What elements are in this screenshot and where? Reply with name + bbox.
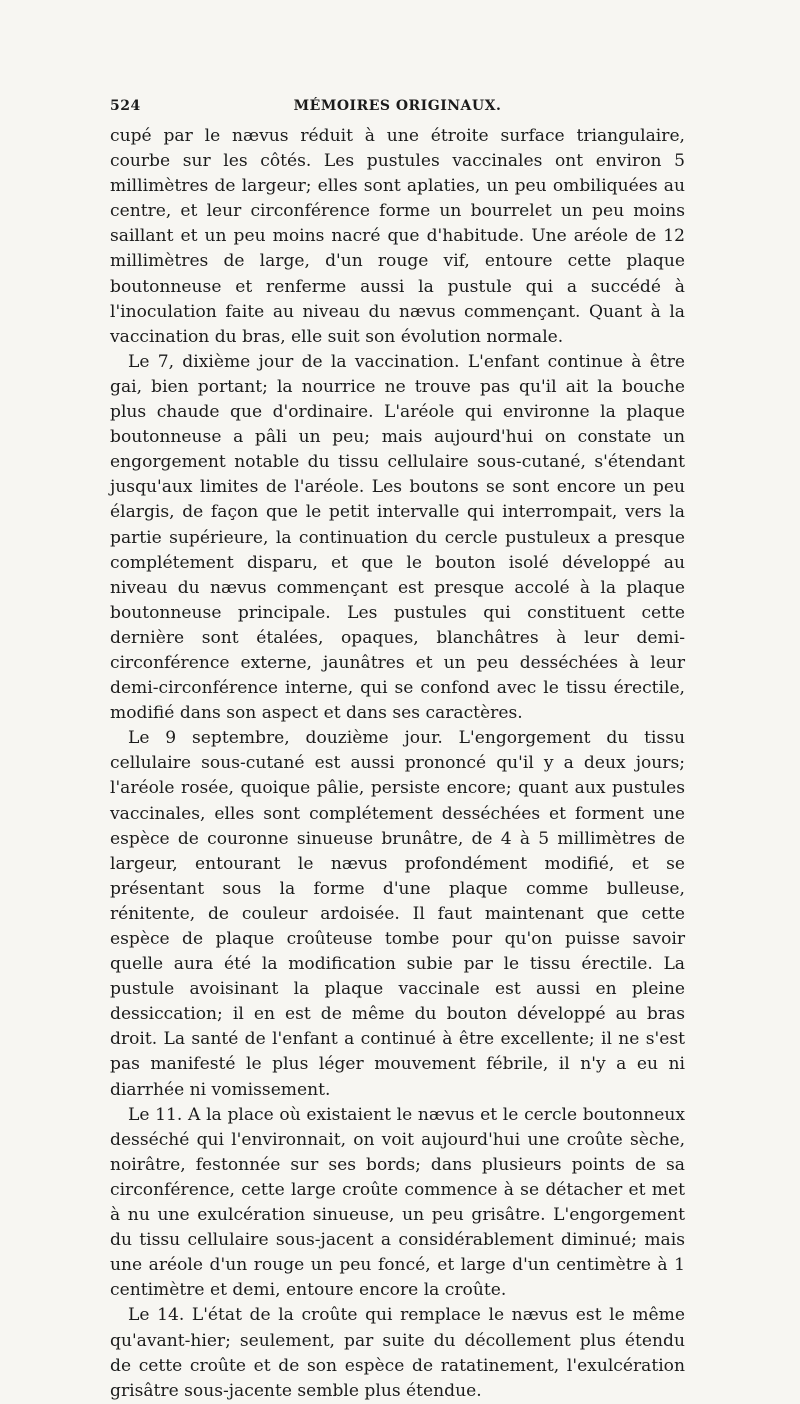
paragraph: Le 7, dixième jour de la vaccination. L'enfant continue à être gai, bien portant; la nourrice ne trouve pas qu'il ait la bouche plus chaude que d'ordinaire. L'aréole qui environne la plaque boutonneuse a pâli un peu; mais aujourd'hui on constate un engorgement notable du tissu cellulaire sous-cutané, s'étendant jusqu'aux limites de l'aréole. Les boutons se sont encore un peu élargis, de façon que le petit intervalle qui interrompait, vers la partie supérieure, la continuation du cercle pustuleux a presque complétement disparu, et que le bouton isolé développé au niveau du nævus commençant est presque accolé à la plaque boutonneuse principale. Les pustules qui constituent cette dernière sont étalées, opaques, blanchâtres à leur demi-circonférence externe, jaunâtres et un peu desséchées à leur demi-circonférence interne, qui se confond avec le tissu érectile, modifié dans son aspect et dans ses caractères. bbox=[110, 351, 685, 724]
paragraph: Le 14. L'état de la croûte qui remplace le nævus est le même qu'avant-hier; seulement, par suite du décollement plus étendu de cette croûte et de son espèce de ratatinement, l'exulcération grisâtre sous-jacente semble plus étendue. bbox=[110, 1305, 685, 1401]
paragraph: Le 9 septembre, douzième jour. L'engorgement du tissu cellulaire sous-cutané est aussi prononcé qu'il y a deux jours; l'aréole rosée, quoique pâlie, persiste encore; quant aux pustules vaccinales, elles sont complétement desséchées et forment une espèce de couronne sinueuse brunâtre, de 4 à 5 millimètres de largeur, entourant le nævus profondément modifié, et se présentant sous la forme d'une plaque comme bulleuse, rénitente, de couleur ardoisée. Il faut maintenant que cette espèce de plaque croûteuse tombe pour qu'on puisse savoir quelle aura été la modification subie par le tissu érectile. La pustule avoisinant la plaque vaccinale est aussi en pleine dessiccation; il en est de même du bouton développé au bras droit. La santé de l'enfant a continué à être excellente; il ne s'est pas manifesté le plus léger mouvement fébrile, il n'y a eu ni diarrhée ni vomissement. bbox=[110, 728, 685, 1100]
document-page bbox=[110, 98, 685, 1404]
running-title: MÉMOIRES ORIGINAUX. bbox=[293, 98, 502, 114]
paragraph: Le 11. A la place où existaient le nævus et le cercle boutonneux desséché qui l'environnait, on voit aujourd'hui une croûte sèche, noirâtre, festonnée sur ses bords; dans plusieurs points de sa circonférence, cette large croûte commence à se détacher et met à nu une exulcération sinueuse, un peu grisâtre. L'engorgement du tissu cellulaire sous-jacent a considérablement diminué; mais une aréole d'un rouge un peu foncé, et large d'un centimètre à 1 centimètre et demi, entoure encore la croûte. bbox=[110, 1104, 685, 1301]
page-header bbox=[110, 98, 685, 124]
paragraph: cupé par le nævus réduit à une étroite surface triangulaire, courbe sur les côtés. Les pustules vaccinales ont environ 5 millimètres de largeur; elles sont aplaties, un peu ombiliquées au centre, et leur circonférence forme un bourrelet un peu moins saillant et un peu moins nacré que d'habitude. Une aréole de 12 millimètres de large, d'un rouge vif, entoure cette plaque boutonneuse et renferme aussi la pustule qui a succédé à l'inoculation faite au niveau du nævus commençant. Quant à la vaccination du bras, elle suit son évolution normale. bbox=[110, 126, 685, 347]
page-number: 524 bbox=[110, 98, 141, 114]
body-text bbox=[110, 124, 685, 1404]
